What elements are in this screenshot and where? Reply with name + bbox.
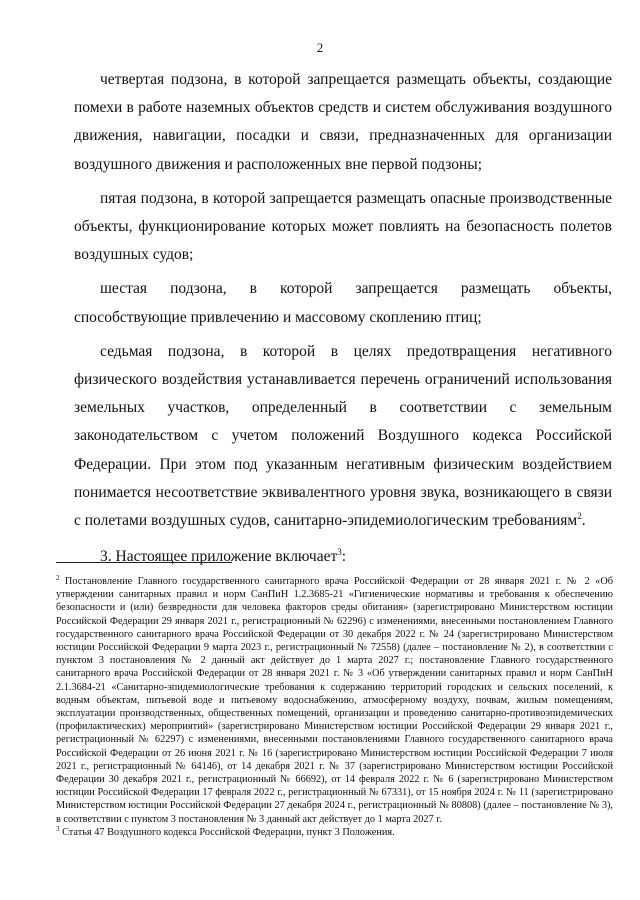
footnote-3	[56, 826, 613, 839]
footnote-2-text: Постановление Главного государственного санитарного врача Российской Федерации от 28 января 2021 г. № 2 «Об утверждении санитарных правил и норм СанПиН 1.2.3685-21 «Гигиенические нормативы и требования к обеспечению безопасности и (или) безвредности для человека факторов среды обитания» (зарегистрировано Министерством юстиции Российской Федерации 29 января 2021 г., регистрационный № 62296) с изменениями, внесенными постановлением Главного государственного санитарного врача Российской Федерации от 30 декабря 2022 г. № 24 (зарегистрировано Министерством юстиции Российской Федерации 9 марта 2023 г., регистрационный № 72558) (далее – постановление № 2), в соответствии с пунктом 3 постановления № 2 данный акт действует до 1 марта 2027 г.; постановление Главного государственного санитарного врача Российской Федерации от 28 января 2021 г. № 3 «Об утверждении санитарных правил и норм СанПиН 2.1.3684-21 «Санитарно-эпидемиологические требования к содержанию территорий городских и сельских поселений, к водным объектам, питьевой воде и питьевому водоснабжению, атмосферному воздуху, почвам, жилым помещениям, эксплуатации производственных, общественных помещений, организации и проведению санитарно-противоэпидемических (профилактических) мероприятий» (зарегистрировано Министерством юстиции Российской Федерации 29 января 2021 г., регистрационный № 62297) с изменениями, внесенными постановлениями Главного государственного санитарного врача Российской Федерации от 26 июня 2021 г. № 16 (зарегистрировано Министерством юстиции Российской Федерации 7 июля 2021 г., регистрационный № 64146), от 14 декабря 2021 г. № 37 (зарегистрировано Министерством юстиции Российской Федерации 30 декабря 2021 г., регистрационный № 66692), от 14 февраля 2022 г. № 6 (зарегистрировано Министерством юстиции Российской Федерации 17 февраля 2022 г., регистрационный № 67331), от 15 ноября 2024 г. № 11 (зарегистрировано Министерством юстиции Российской Федерации 27 декабря 2024 г., регистрационный № 80808) (далее – постановление № 3), в соответствии с пунктом 3 постановления № 3 данный акт действует до 1 марта 2027 г.	[56, 576, 613, 825]
paragraph-item-3-text: 3. Настоящее приложение включает	[100, 548, 338, 566]
footnote-2-mark: 2	[56, 574, 60, 582]
footnote-ref-3: 3	[337, 547, 342, 558]
main-text	[74, 66, 612, 571]
paragraph-fourth-subzone: четвертая подзона, в которой запрещается размещать объекты, создающие помехи в работе наземных объектов средств и систем обслуживания воздушного движения, навигации, посадки и связи, предназначенных для организации воздушного движения и расположенных вне первой подзоны;	[74, 71, 612, 173]
paragraph-item-3-colon: :	[341, 548, 347, 566]
paragraph-sixth-subzone: шестая подзона, в которой запрещается размещать объекты, способствующие привлечению и массовому скоплению птиц;	[74, 280, 612, 326]
paragraph-fifth-subzone: пятая подзона, в которой запрещается размещать опасные производственные объекты, функционирование которых может повлиять на безопасность полетов воздушных судов;	[74, 189, 612, 264]
paragraph-seventh-subzone: седьмая подзона, в которой в целях предотвращения негативного физического воздействия устанавливается перечень ограничений использования земельных участков, определенный в соответствии с земельным законодательством с учетом положений Воздушного кодекса Российской Федерации. При этом под указанным негативным физическим воздействием понимается несоответствие эквивалентного уровня звука, возникающего в связи с полетами воздушных судов, санитарно-эпидемиологическим требованиям$^2$.	[74, 342, 612, 530]
footnote-3-mark: 3	[56, 824, 60, 833]
paragraph-seventh-subzone-text: седьмая подзона, в которой в целях предотвращения негативного физического воздействия устанавливается перечень ограничений использования земельных участков, определенный в соответствии с земельным законодательством с учетом положений Воздушного кодекса Российской Федерации. При этом под указанным негативным физическим воздействием понимается несоответствие эквивалентного уровня звука, возникающего в связи с полетами воздушных судов, санитарно-эпидемиологическим требованиям	[74, 342, 612, 530]
page-number: 2	[316, 40, 324, 55]
footnote-2	[56, 575, 613, 826]
footnotes	[56, 575, 613, 839]
footnote-ref-2: 2	[577, 511, 582, 522]
footnote-separator	[56, 562, 232, 563]
footnote-3-text: Статья 47 Воздушного кодекса Российской Федерации, пункт 3 Положения.	[62, 826, 395, 838]
paragraph-item-3	[74, 543, 612, 571]
